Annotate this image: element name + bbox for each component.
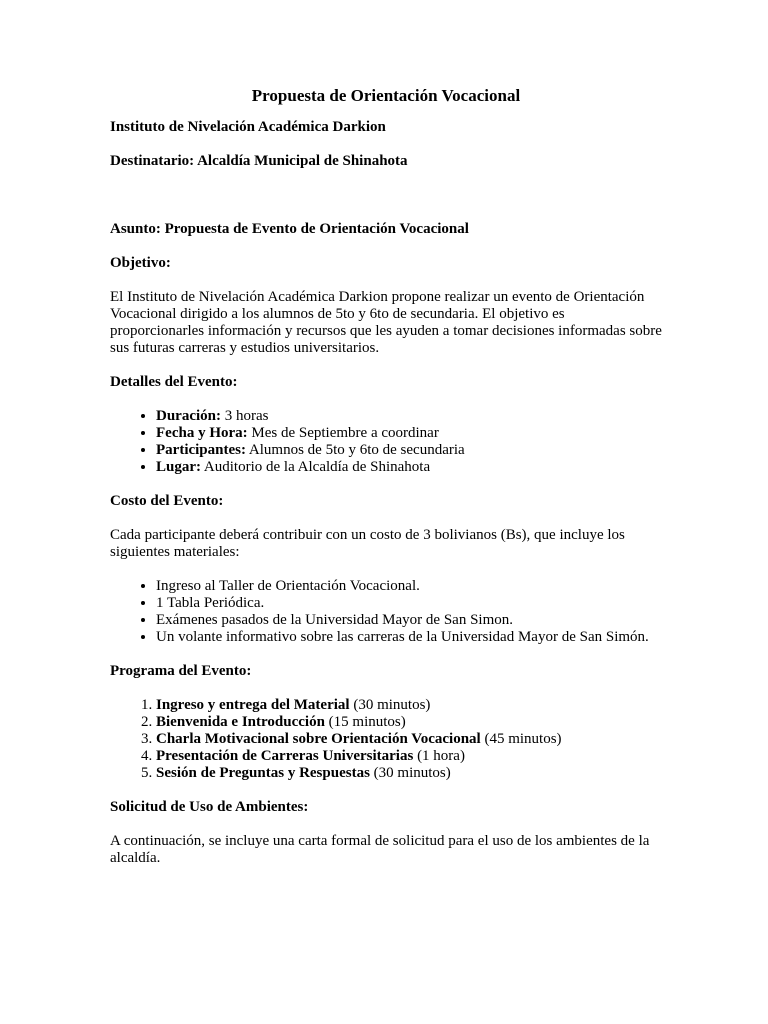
- details-item-value: 3 horas: [221, 408, 269, 424]
- blank-spacer: [110, 187, 662, 221]
- cost-heading: Costo del Evento:: [110, 493, 224, 509]
- details-list: [110, 408, 662, 476]
- institution-name: Instituto de Nivelación Académica Darkion: [110, 119, 386, 135]
- recipient-line: Destinatario: Alcaldía Municipal de Shinahota: [110, 153, 408, 169]
- request-paragraph: A continuación, se incluye una carta formal de solicitud para el uso de los ambientes de la alcaldía.: [110, 833, 650, 866]
- details-item-value: Auditorio de la Alcaldía de Shinahota: [201, 459, 431, 475]
- materials-item: • Un volante informativo sobre las carreras de la Universidad Mayor de San Simón.: [156, 629, 662, 646]
- cost-paragraph: Cada participante deberá contribuir con un costo de 3 bolivianos (Bs), que incluye los siguientes materiales:: [110, 527, 625, 560]
- materials-list: [110, 578, 662, 646]
- materials-item: • Ingreso al Taller de Orientación Vocacional.: [156, 578, 662, 595]
- program-item: [156, 714, 662, 731]
- program-item-duration: (30 minutos): [349, 697, 431, 713]
- program-item: [156, 731, 662, 748]
- program-item-duration: (30 minutos): [369, 765, 451, 781]
- details-item-label: Fecha y Hora:: [156, 425, 248, 441]
- program-item: [156, 765, 662, 782]
- request-heading: Solicitud de Uso de Ambientes:: [110, 799, 309, 815]
- program-item: [156, 697, 662, 714]
- program-item-label: Charla Motivacional sobre Orientación Vocacional: [156, 731, 481, 747]
- materials-item: • 1 Tabla Periódica.: [156, 595, 662, 612]
- subject-line: Asunto: Propuesta de Evento de Orientación Vocacional: [110, 221, 469, 237]
- program-list: [110, 697, 662, 782]
- details-item-value: Mes de Septiembre a coordinar: [247, 425, 439, 441]
- details-heading: Detalles del Evento:: [110, 374, 238, 390]
- materials-item: • Exámenes pasados de la Universidad Mayor de San Simon.: [156, 612, 662, 629]
- program-item-label: Presentación de Carreras Universitarias: [156, 748, 414, 764]
- program-item-label: Bienvenida e Introducción: [156, 714, 325, 730]
- program-item: [156, 748, 662, 765]
- program-item-duration: (45 minutos): [480, 731, 562, 747]
- objective-paragraph: El Instituto de Nivelación Académica Darkion propone realizar un evento de Orientación Vocacional dirigido a los alumnos de 5to y 6to de secundaria. El objetivo es proporcionarles información y recursos que les ayuden a tomar decisiones informadas sobre sus futuras carreras y estudios universitarios.: [110, 289, 662, 356]
- details-item-participants: [156, 442, 662, 459]
- document-title: Propuesta de Orientación Vocacional: [251, 86, 521, 105]
- details-item-place: [156, 459, 662, 476]
- details-item-label: Participantes:: [156, 442, 246, 458]
- details-item-value: Alumnos de 5to y 6to de secundaria: [245, 442, 465, 458]
- objective-heading: Objetivo:: [110, 255, 171, 271]
- details-item-duration: [156, 408, 662, 425]
- program-heading: Programa del Evento:: [110, 663, 252, 679]
- details-item-date: [156, 425, 662, 442]
- program-item-duration: (1 hora): [413, 748, 465, 764]
- program-item-duration: (15 minutos): [324, 714, 406, 730]
- details-item-label: Duración:: [156, 408, 221, 424]
- program-item-label: Ingreso y entrega del Material: [156, 697, 350, 713]
- details-item-label: Lugar:: [156, 459, 201, 475]
- program-item-label: Sesión de Preguntas y Respuestas: [156, 765, 370, 781]
